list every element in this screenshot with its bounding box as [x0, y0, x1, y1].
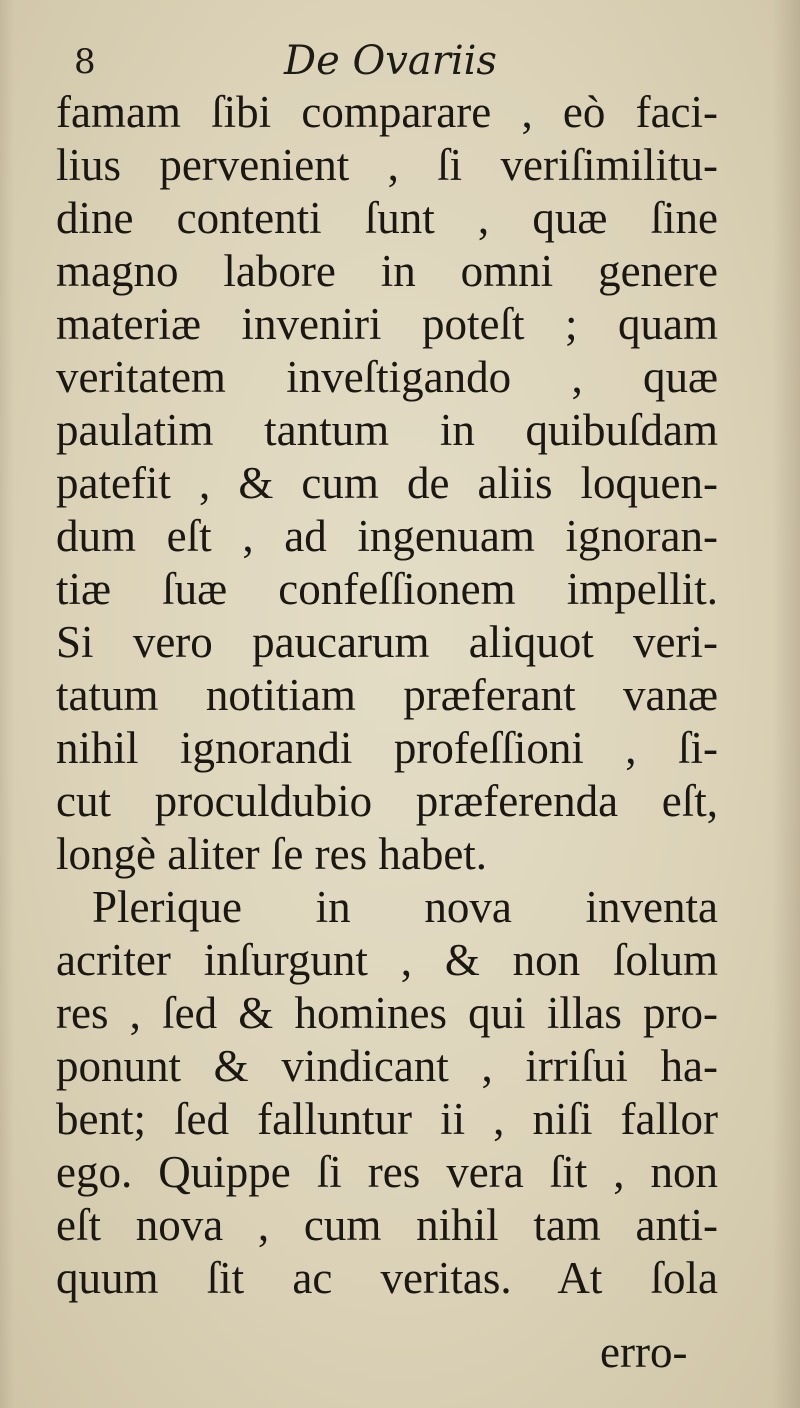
- running-head: [74, 38, 714, 88]
- running-title: De Ovariis: [284, 38, 497, 84]
- text-line: bent; ſed falluntur ii , niſi fallor: [56, 1094, 718, 1144]
- text-line: lius pervenient , ſi veriſimilitu-: [56, 140, 718, 190]
- text-line: veritatem inveſtigando , quæ: [56, 352, 718, 402]
- text-line: paulatim tantum in quibuſdam: [56, 405, 718, 455]
- text-line: magno labore in omni genere: [56, 246, 718, 296]
- text-line: nihil ignorandi profeſſioni , ſi-: [56, 723, 718, 773]
- paragraph-first-line: Plerique in nova inventa: [92, 882, 718, 932]
- text-line: patefit , & cum de aliis loquen-: [56, 458, 718, 508]
- text-line: ponunt & vindicant , irriſui ha-: [56, 1041, 718, 1091]
- text-block: [56, 86, 718, 1305]
- text-line: eſt nova , cum nihil tam anti-: [56, 1200, 718, 1250]
- text-line: quum ſit ac veritas. At ſola: [56, 1253, 718, 1303]
- text-line: famam ſibi comparare , eò faci-: [56, 87, 718, 137]
- text-line: tatum notitiam præferant vanæ: [56, 670, 718, 720]
- text-line: dine contenti ſunt , quæ ſine: [56, 193, 718, 243]
- text-line: Si vero paucarum aliquot veri-: [56, 617, 718, 667]
- text-line: materiæ inveniri poteſt ; quam: [56, 299, 718, 349]
- page-number: 8: [74, 42, 96, 82]
- text-line: ego. Quippe ſi res vera ſit , non: [56, 1147, 718, 1197]
- text-line: acriter inſurgunt , & non ſolum: [56, 935, 718, 985]
- text-line: longè aliter ſe res habet.: [56, 829, 488, 879]
- text-line: cut proculdubio præferenda eſt,: [56, 776, 718, 826]
- text-line: tiæ ſuæ confeſſionem impellit.: [56, 564, 718, 614]
- text-line: res , ſed & homines qui illas pro-: [56, 988, 718, 1038]
- catchword: erro-: [600, 1327, 688, 1377]
- text-line: dum eſt , ad ingenuam ignoran-: [56, 511, 718, 561]
